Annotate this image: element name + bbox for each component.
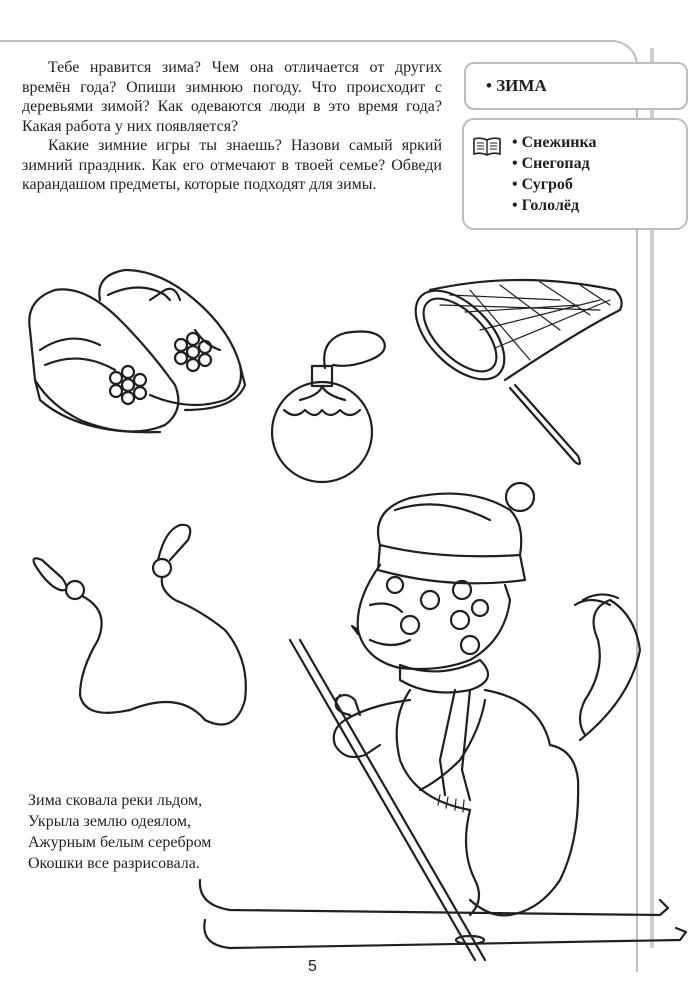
intro-paragraph-2: Какие зимние игры ты знаешь? Назови самый яркий зимний праздник. Как его отмечают в твоей семье? Обведи карандашом предметы, которые подходят для зимы. bbox=[22, 137, 442, 193]
vocabulary-word: • Гололёд bbox=[512, 195, 597, 216]
poem-line: Ажурным белым серебром bbox=[28, 834, 212, 851]
vocabulary-word: • Сугроб bbox=[512, 174, 597, 195]
topic-label: • ЗИМА bbox=[486, 76, 547, 95]
topic-label-text: ЗИМА bbox=[496, 76, 547, 95]
sandals-illustration[interactable] bbox=[29, 270, 245, 432]
intro-paragraph-1: Тебе нравится зима? Чем она отличается от других времён года? Опиши зимнюю погоду. Что происходит с деревьями зимой? Как одеваются люди в это время года? Какая работа у них появляется? bbox=[22, 59, 442, 135]
poem-line: Укрыла землю одеялом, bbox=[28, 813, 191, 830]
christmas-ornament-illustration[interactable] bbox=[272, 332, 385, 482]
butterfly-net-illustration[interactable] bbox=[400, 275, 622, 464]
poem-line: Окошки все разрисовала. bbox=[28, 855, 200, 872]
page-number: 5 bbox=[308, 958, 317, 975]
skiing-cat-illustration[interactable] bbox=[200, 483, 686, 960]
vocabulary-word: • Снежинка bbox=[512, 132, 597, 153]
poem bbox=[28, 790, 211, 874]
poem-line: Зима сковала реки льдом, bbox=[28, 792, 203, 809]
vocabulary-word: • Снегопад bbox=[512, 153, 597, 174]
jump-rope-illustration[interactable] bbox=[34, 525, 246, 725]
